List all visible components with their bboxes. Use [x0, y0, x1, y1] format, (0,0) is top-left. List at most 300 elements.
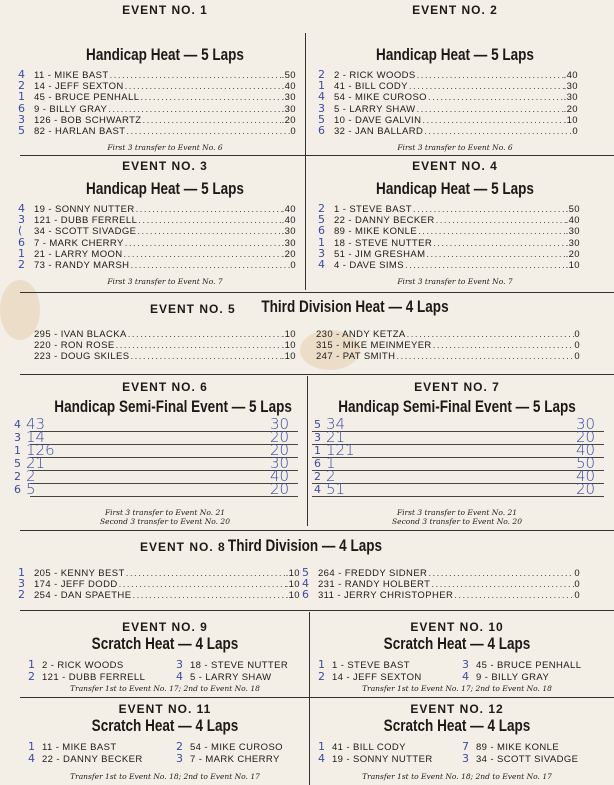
handicap-value: .10 [565, 260, 580, 272]
handicap-value: 0 [290, 260, 296, 272]
result-line [312, 457, 604, 458]
rider-name: 2 - RICK WOODS [42, 660, 124, 671]
rider-name: 18 - STEVE NUTTER [190, 660, 289, 671]
rider-name: 18 - STEVE NUTTER [334, 237, 433, 249]
entry-row [334, 126, 578, 137]
entry-list [34, 204, 296, 271]
result-line [30, 470, 298, 471]
entry-row [34, 104, 296, 115]
event-number: EVENT NO. 4 [412, 159, 498, 173]
handwritten-place: 3 [18, 112, 25, 126]
dot-leader [124, 238, 282, 249]
handwritten-handicap: 30 [270, 415, 290, 433]
event-title: Handicap Heat — 5 Laps [376, 46, 534, 64]
handwritten-place: 2 [18, 588, 25, 602]
dot-leader [427, 568, 574, 579]
transfer-note: Transfer 1st to Event No. 17; 2nd to Event No. 18 [362, 684, 552, 693]
transfer-note: First 3 transfer to Event No. 7 [397, 277, 513, 286]
event-title: Scratch Heat — 4 Laps [383, 635, 531, 653]
handwritten-rider-number: 121 [326, 441, 355, 459]
rider-name: 315 - MIKE MEINMEYER [316, 340, 432, 352]
dot-leader [416, 70, 564, 81]
rider-name: 19 - SONNY NUTTER [332, 754, 433, 765]
handicap-value: .30 [281, 92, 296, 104]
handwritten-place: 6 [18, 101, 25, 115]
entry-row [34, 70, 296, 81]
entry-row [34, 351, 296, 362]
handwritten-place: 3 [318, 246, 325, 260]
rider-name: 21 - LARRY MOON [34, 248, 123, 260]
event-number: EVENT NO. 6 [122, 380, 208, 394]
entry-row [334, 81, 578, 92]
handwritten-place: 3 [14, 431, 21, 444]
handwritten-place: 6 [302, 588, 309, 602]
dot-leader [432, 340, 575, 351]
rider-name: 9 - BILLY GRAY [476, 672, 550, 683]
dot-leader [453, 590, 574, 601]
handicap-value: .40 [281, 81, 296, 93]
section-divider [20, 374, 614, 375]
handwritten-place: 5 [302, 566, 309, 579]
handwritten-handicap: 40 [576, 467, 596, 485]
section-divider [20, 697, 614, 698]
handwritten-place: 4 [318, 90, 325, 104]
handwritten-place: 4 [302, 577, 309, 591]
handwritten-rider-number: 43 [26, 415, 46, 433]
transfer-note: First 3 transfer to Event No. 21 [396, 508, 518, 517]
event-number: EVENT NO. 3 [122, 159, 208, 173]
dot-leader [432, 238, 565, 249]
handicap-value: .30 [565, 226, 580, 238]
event-title: Scratch Heat — 4 Laps [91, 635, 239, 653]
dot-leader [427, 92, 564, 103]
handwritten-rider-number: 1 [326, 454, 336, 472]
handwritten-rider-number: 2 [26, 467, 36, 485]
entry-row [318, 568, 580, 579]
handwritten-rider-number: 21 [26, 454, 46, 472]
handicap-value: 0 [574, 351, 580, 363]
transfer-note: First 3 transfer to Event No. 6 [397, 143, 513, 152]
handwritten-place: 4 [318, 258, 325, 271]
entry-row [334, 115, 578, 126]
dot-leader [404, 260, 566, 271]
dot-leader [142, 115, 282, 126]
handwritten-handicap: 30 [576, 415, 596, 433]
rider-name: 41 - BILL CODY [334, 81, 408, 93]
section-divider [20, 610, 614, 611]
event-number: EVENT NO. 2 [412, 3, 498, 17]
dot-leader [118, 579, 286, 590]
rider-name: 4 - DAVE SIMS [334, 260, 404, 272]
dot-leader [127, 329, 282, 340]
rider-name: 73 - RANDY MARSH [34, 260, 130, 272]
handwritten-place: 3 [176, 752, 183, 765]
rider-name: 89 - MIKE KONLE [334, 226, 418, 238]
rider-name: 9 - BILLY GRAY [34, 103, 108, 115]
handwritten-place: 4 [314, 483, 321, 496]
result-line [312, 444, 604, 445]
entry-row [334, 92, 578, 103]
entry-row [34, 249, 296, 260]
handicap-value: .30 [565, 237, 580, 249]
rider-name: 34 - SCOTT SIVADGE [476, 754, 579, 765]
handicap-value: 0 [574, 590, 580, 602]
entry-list-right [318, 568, 580, 602]
handwritten-place: 1 [14, 444, 21, 457]
entry-row [334, 204, 580, 215]
handwritten-place: 1 [318, 658, 325, 671]
handwritten-place: 1 [18, 566, 25, 579]
handwritten-place: 2 [318, 202, 325, 215]
entry-row [318, 590, 580, 601]
event-title: Scratch Heat — 4 Laps [91, 717, 239, 735]
dot-leader [412, 204, 566, 215]
rider-name: 223 - DOUG SKILES [34, 351, 130, 363]
handicap-value: .10 [285, 590, 300, 602]
handicap-value: .10 [281, 340, 296, 352]
column-divider [307, 376, 308, 526]
event-number: EVENT NO. 12 [410, 702, 504, 716]
handicap-value: .20 [281, 248, 296, 260]
rider-name: 51 - JIM GRESHAM [334, 248, 426, 260]
handwritten-place: 6 [318, 124, 325, 137]
rider-name: 220 - RON ROSE [34, 340, 115, 352]
event-title: Third Division — 4 Laps [227, 537, 383, 555]
entry-row [316, 340, 580, 351]
handwritten-handicap: 20 [270, 428, 290, 446]
handwritten-handicap: 40 [270, 467, 290, 485]
handwritten-handicap: 50 [576, 454, 596, 472]
transfer-note: Transfer 1st to Event No. 17; 2nd to Event No. 18 [70, 684, 260, 693]
rider-name: 34 - SCOTT SIVADGE [34, 226, 137, 238]
rider-name: 19 - SONNY NUTTER [34, 204, 135, 215]
handwritten-place: 2 [318, 670, 325, 683]
handwritten-place: 1 [18, 246, 25, 260]
handicap-value: 0 [574, 568, 580, 579]
handwritten-place: 4 [176, 670, 183, 683]
rider-name: 7 - MARK CHERRY [190, 754, 280, 765]
handwritten-place: 5 [318, 213, 325, 227]
dot-leader [139, 92, 281, 103]
rider-name: 205 - KENNY BEST [34, 568, 125, 579]
rider-name: 82 - HARLAN BAST [34, 126, 126, 138]
dot-leader [421, 115, 563, 126]
column-divider [305, 33, 306, 290]
handicap-value: 0 [574, 340, 580, 352]
handwritten-place: 1 [318, 235, 325, 249]
dot-leader [135, 204, 282, 215]
entry-list [34, 70, 296, 137]
entry-row [334, 260, 580, 271]
entry-row [34, 115, 296, 126]
rider-name: 247 - PAT SMITH [316, 351, 396, 363]
entry-row [34, 340, 296, 351]
event-number: EVENT NO. 8 [140, 540, 226, 554]
event-title: Third Division Heat — 4 Laps [261, 298, 449, 316]
column-divider [309, 612, 310, 785]
entry-row [34, 568, 300, 579]
handicap-value: .30 [281, 226, 296, 238]
transfer-note: Second 3 transfer to Event No. 20 [392, 517, 522, 526]
handwritten-rider-number: 2 [326, 467, 336, 485]
handwritten-place: 5 [314, 418, 321, 431]
handicap-value: 0 [574, 579, 580, 591]
handwritten-place: 6 [18, 235, 25, 249]
handwritten-handicap: 20 [270, 480, 290, 498]
rider-name: 230 - ANDY KETZA [316, 329, 406, 340]
event-title: Scratch Heat — 4 Laps [383, 717, 531, 735]
result-line [312, 431, 604, 432]
rider-name: 121 - DUBB FERRELL [42, 672, 146, 683]
rider-name: 311 - JERRY CHRISTOPHER [318, 590, 454, 602]
handicap-value: .10 [285, 579, 300, 591]
rider-name: 10 - DAVE GALVIN [334, 114, 422, 126]
handwritten-place: 2 [318, 68, 325, 81]
handwritten-place: 2 [28, 670, 35, 683]
dot-leader [115, 340, 282, 351]
handwritten-place: 1 [318, 740, 325, 753]
rider-name: 5 - LARRY SHAW [334, 103, 416, 115]
dot-leader [130, 351, 282, 362]
handicap-value: .20 [563, 103, 578, 115]
entry-row [318, 579, 580, 590]
entry-row [34, 329, 296, 340]
entry-row [316, 329, 580, 340]
rider-name: 231 - RANDY HOLBERT [318, 579, 431, 591]
rider-name: 45 - BRUCE PENHALL [34, 92, 140, 104]
rider-name: 254 - DAN SPAETHE [34, 590, 132, 602]
handwritten-rider-number: 126 [26, 441, 55, 459]
result-line [312, 470, 604, 471]
rider-name: 45 - BRUCE PENHALL [476, 660, 582, 671]
entry-row [34, 579, 300, 590]
event-number: EVENT NO. 10 [410, 620, 504, 634]
rider-name: 54 - MIKE CUROSO [334, 92, 427, 104]
dot-leader [124, 81, 282, 92]
handicap-value: .40 [281, 215, 296, 227]
dot-leader [408, 81, 564, 92]
event-number: EVENT NO. 11 [118, 702, 212, 716]
handicap-value: .20 [565, 248, 580, 260]
dot-leader [136, 226, 281, 237]
rider-name: 22 - DANNY BECKER [334, 215, 435, 227]
handicap-value: .50 [281, 70, 296, 81]
event-title: Handicap Heat — 5 Laps [376, 180, 534, 198]
entry-list [334, 70, 578, 137]
handwritten-place: 3 [314, 431, 321, 444]
entry-row [334, 238, 580, 249]
event-title: Handicap Heat — 5 Laps [86, 46, 244, 64]
dot-leader [125, 568, 286, 579]
rider-name: 295 - IVAN BLACKA [34, 329, 127, 340]
event-number: EVENT NO. 1 [122, 3, 208, 17]
handwritten-place: 4 [318, 752, 325, 765]
rider-name: 14 - JEFF SEXTON [332, 672, 422, 683]
handwritten-place: 4 [28, 752, 35, 765]
section-divider [20, 155, 614, 156]
handicap-value: .10 [281, 351, 296, 363]
handwritten-rider-number: 34 [326, 415, 346, 433]
entry-list-right [316, 329, 580, 363]
entry-row [334, 104, 578, 115]
result-line [30, 496, 298, 497]
handicap-value: .30 [563, 81, 578, 93]
entry-row [34, 215, 296, 226]
handwritten-handicap: 20 [576, 428, 596, 446]
entry-row [34, 126, 296, 137]
transfer-note: First 3 transfer to Event No. 6 [107, 143, 223, 152]
handicap-value: .30 [281, 103, 296, 115]
handwritten-place: 6 [314, 457, 321, 470]
dot-leader [131, 590, 285, 601]
transfer-note: First 3 transfer to Event No. 7 [107, 277, 223, 286]
handwritten-handicap: 20 [270, 441, 290, 459]
entry-row [34, 260, 296, 271]
handicap-value: .10 [285, 568, 300, 579]
handicap-value: .40 [565, 215, 580, 227]
handicap-value: .10 [281, 329, 296, 340]
handwritten-rider-number: 21 [326, 428, 346, 446]
dot-leader [430, 579, 574, 590]
result-line [30, 431, 298, 432]
rider-name: 7 - MARK CHERRY [34, 237, 124, 249]
entry-row [34, 238, 296, 249]
event-number: EVENT NO. 5 [150, 302, 236, 316]
handwritten-place: 3 [18, 213, 25, 227]
event-number: EVENT NO. 9 [122, 620, 208, 634]
handwritten-place: 6 [14, 483, 21, 496]
handwritten-rider-number: 14 [26, 428, 46, 446]
handwritten-place: ( [18, 224, 23, 238]
handicap-value: 0 [290, 126, 296, 138]
entry-row [316, 351, 580, 362]
dot-leader [435, 215, 566, 226]
result-line [312, 483, 604, 484]
section-divider [20, 292, 614, 293]
dot-leader [417, 226, 565, 237]
rider-name: 11 - MIKE BAST [34, 70, 109, 81]
entry-row [34, 81, 296, 92]
section-divider [20, 530, 614, 531]
event-title: Handicap Heat — 5 Laps [86, 180, 244, 198]
handwritten-place: 4 [462, 670, 469, 683]
dot-leader [423, 126, 572, 137]
event-title: Handicap Semi-Final Event — 5 Laps [338, 398, 576, 416]
dot-leader [125, 126, 290, 137]
handwritten-place: 4 [14, 418, 21, 431]
handwritten-place: 5 [18, 124, 25, 137]
handwritten-place: 1 [318, 79, 325, 93]
handwritten-place: 6 [318, 224, 325, 238]
handicap-value: .10 [563, 114, 578, 126]
rider-name: 1 - STEVE BAST [332, 660, 410, 671]
dot-leader [129, 260, 290, 271]
rider-name: 264 - FREDDY SIDNER [318, 568, 428, 579]
entry-list [334, 204, 580, 271]
handwritten-place: 2 [314, 470, 321, 483]
handwritten-handicap: 30 [270, 454, 290, 472]
rider-name: 126 - BOB SCHWARTZ [34, 114, 142, 126]
event-number: EVENT NO. 7 [414, 380, 500, 394]
entry-row [34, 204, 296, 215]
result-line [30, 457, 298, 458]
handwritten-place: 1 [314, 444, 321, 457]
rider-name: 89 - MIKE KONLE [476, 742, 560, 753]
handicap-value: 0 [574, 329, 580, 340]
transfer-note: Transfer 1st to Event No. 18; 2nd to Event No. 17 [362, 772, 552, 781]
handwritten-handicap: 20 [576, 480, 596, 498]
transfer-note: First 3 transfer to Event No. 21 [104, 508, 226, 517]
handwritten-place: 1 [18, 90, 25, 104]
handwritten-place: 3 [462, 658, 469, 671]
dot-leader [415, 104, 563, 115]
dot-leader [123, 249, 282, 260]
handwritten-place: 3 [18, 577, 25, 591]
handwritten-place: 1 [28, 740, 35, 753]
handwritten-rider-number: 5 [26, 480, 36, 498]
handwritten-place: 7 [462, 740, 469, 753]
handwritten-handicap: 40 [576, 441, 596, 459]
result-line [30, 444, 298, 445]
entry-row [334, 249, 580, 260]
rider-name: 2 - RICK WOODS [334, 70, 416, 81]
dot-leader [406, 329, 575, 340]
handicap-value: .40 [281, 204, 296, 215]
rider-name: 54 - MIKE CUROSO [190, 742, 283, 753]
transfer-note: Second 3 transfer to Event No. 20 [100, 517, 230, 526]
handwritten-place: 5 [318, 112, 325, 126]
handwritten-place: 3 [318, 101, 325, 115]
handicap-value: .20 [281, 114, 296, 126]
handicap-value: .50 [565, 204, 580, 215]
rider-name: 41 - BILL CODY [332, 742, 406, 753]
dot-leader [107, 104, 281, 115]
rider-name: 11 - MIKE BAST [42, 742, 117, 753]
rider-name: 174 - JEFF DODD [34, 579, 118, 591]
rider-name: 32 - JAN BALLARD [334, 126, 424, 138]
handwritten-place: 5 [14, 457, 21, 470]
result-line [312, 496, 604, 497]
handicap-value: .30 [281, 237, 296, 249]
transfer-note: Transfer 1st to Event No. 18; 2nd to Event No. 17 [70, 772, 260, 781]
entry-row [34, 92, 296, 103]
rider-name: 1 - STEVE BAST [334, 204, 412, 215]
handwritten-place: 3 [176, 658, 183, 671]
rider-name: 121 - DUBB FERRELL [34, 215, 138, 227]
rider-name: 22 - DANNY BECKER [42, 754, 143, 765]
handwritten-rider-number: 51 [326, 480, 346, 498]
entry-row [334, 226, 580, 237]
result-line [30, 483, 298, 484]
handwritten-place: 2 [176, 740, 183, 753]
handwritten-place: 3 [462, 752, 469, 765]
dot-leader [109, 70, 282, 81]
event-title: Handicap Semi-Final Event — 5 Laps [54, 398, 292, 416]
handwritten-place: 2 [18, 79, 25, 93]
entry-row [334, 70, 578, 81]
handwritten-place: 2 [14, 470, 21, 483]
dot-leader [425, 249, 565, 260]
handicap-value: .40 [563, 70, 578, 81]
handicap-value: .30 [563, 92, 578, 104]
entry-list-left [34, 568, 300, 602]
handicap-value: 0 [572, 126, 578, 138]
handwritten-place: 2 [18, 258, 25, 271]
dot-leader [137, 215, 281, 226]
entry-row [34, 226, 296, 237]
rider-name: 14 - JEFF SEXTON [34, 81, 124, 93]
rider-name: 5 - LARRY SHAW [190, 672, 272, 683]
